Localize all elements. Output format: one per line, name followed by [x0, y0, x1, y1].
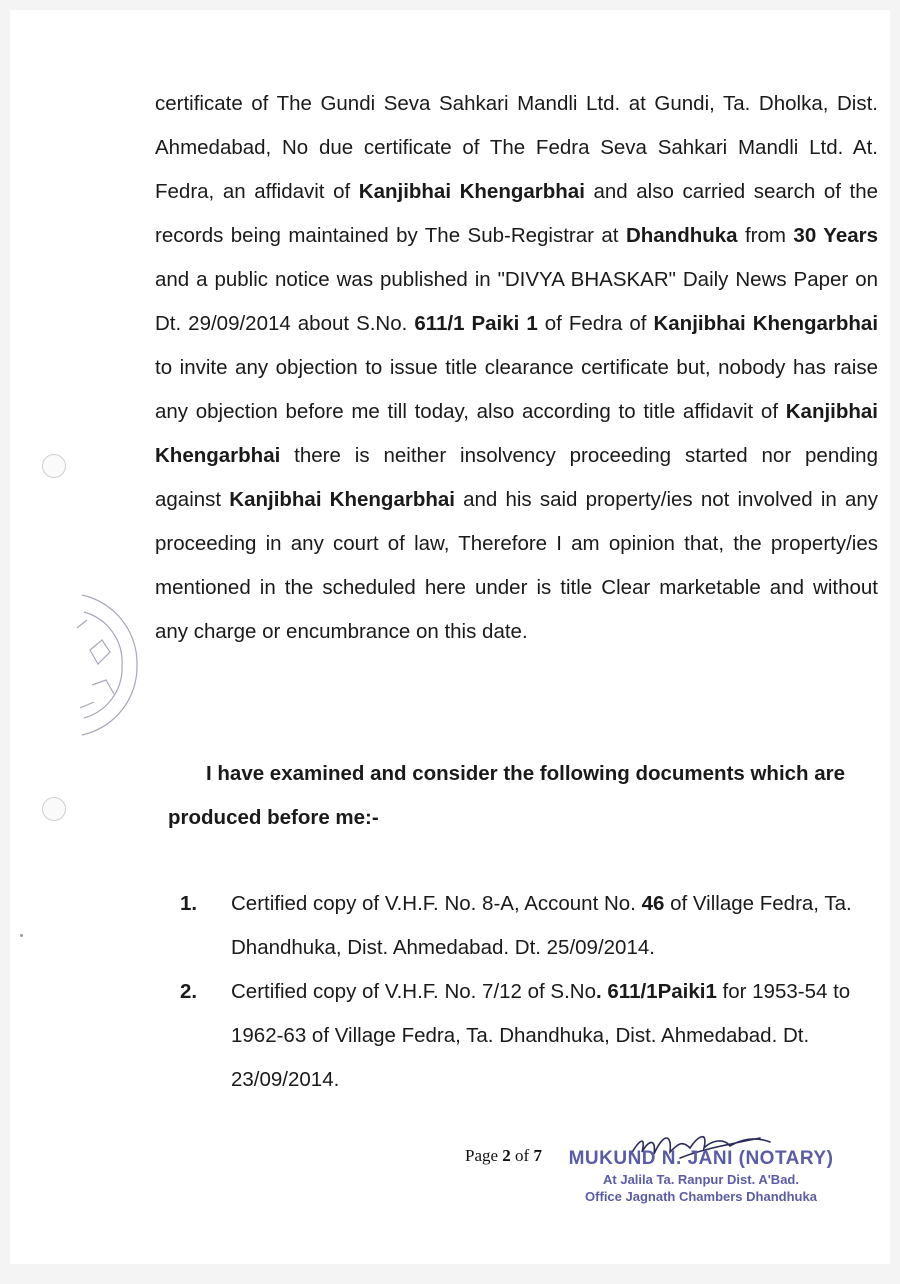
bold-text-run: Kanjibhai Khengarbhai — [358, 180, 585, 203]
page-current: 2 — [502, 1146, 511, 1165]
bold-text-run: Dhandhuka — [625, 224, 738, 247]
document-item-text — [231, 882, 880, 970]
paper-speck — [20, 934, 23, 937]
notary-round-seal — [62, 590, 152, 745]
bold-text-run: Kanjibhai Khengarbhai — [653, 312, 879, 335]
document-page — [10, 10, 890, 1264]
document-item-text — [231, 970, 880, 1102]
notary-stamp — [566, 1148, 836, 1204]
text-run: certificate of The Gundi Seva Sahkari Mandli Ltd. at Gundi, Ta. Dholka, Dist. Ahmedabad, No due certificate of The Fedra Seva Sahkari Mandli Ltd. At. Fedra, an affidavit of — [155, 92, 878, 203]
text-run: and also carried search of the records being maintained by The Sub-Registrar at — [155, 180, 878, 247]
page-total: 7 — [533, 1146, 542, 1165]
punch-hole-bottom — [42, 797, 66, 821]
text-run: and a public notice was published in "DIVYA BHASKAR" Daily News Paper on Dt. 29/09/2014 about S.No. — [155, 268, 878, 335]
text-run: to invite any objection to issue title clearance certificate but, nobody has raise any objection before me till today, also according to title affidavit of — [155, 356, 878, 423]
punch-hole-top — [42, 454, 66, 478]
document-list-item — [168, 882, 880, 970]
text-run: Certified copy of V.H.F. No. 8-A, Account No. — [231, 892, 642, 915]
bold-text-run: Kanjibhai Khengarbhai — [229, 488, 455, 511]
documents-heading: I have examined and consider the following documents which are produced before me:- — [168, 762, 846, 829]
bold-text-run: . 611/1Paiki1 — [596, 980, 717, 1003]
bold-text-run: 46 — [641, 892, 665, 915]
bold-text-run: 30 Years — [793, 224, 878, 247]
bold-text-run: 611/1 Paiki 1 — [414, 312, 538, 335]
page-prefix: Page — [465, 1146, 503, 1165]
text-run: Certified copy of V.H.F. No. 7/12 of S.No — [231, 980, 597, 1003]
stamp-name: MUKUND N. JANI (NOTARY) — [568, 1148, 834, 1169]
page-separator: of — [510, 1146, 534, 1165]
document-list-item — [168, 970, 880, 1102]
text-run: from — [737, 224, 794, 247]
page-number — [465, 1146, 542, 1166]
document-item-number: 2. — [180, 980, 198, 1003]
text-run: for 1953-54 to 1962-63 of Village Fedra, Ta. Dhandhuka, Dist. Ahmedabad. Dt. 23/09/2014. — [231, 980, 851, 1091]
certificate-body-paragraph — [155, 82, 878, 654]
text-run: and his said property/ies not involved in any proceeding in any court of law, Therefore I am opinion that, the property/ies mentioned in the scheduled here under is title Clear marketable and without any charge or encumbrance on this date. — [155, 488, 878, 643]
text-run: of Village Fedra, Ta. Dhandhuka, Dist. Ahmedabad. Dt. 25/09/2014. — [231, 892, 852, 959]
documents-list — [168, 882, 880, 1102]
bold-text-run: Kanjibhai Khengarbhai — [155, 400, 878, 467]
stamp-office: Office Jagnath Chambers Dhandhuka — [585, 1189, 817, 1204]
text-run: there is neither insolvency proceeding started nor pending against — [155, 444, 878, 511]
document-item-number: 1. — [180, 892, 198, 915]
stamp-address: At Jalila Ta. Ranpur Dist. A'Bad. — [603, 1172, 799, 1187]
text-run: of Fedra of — [537, 312, 654, 335]
